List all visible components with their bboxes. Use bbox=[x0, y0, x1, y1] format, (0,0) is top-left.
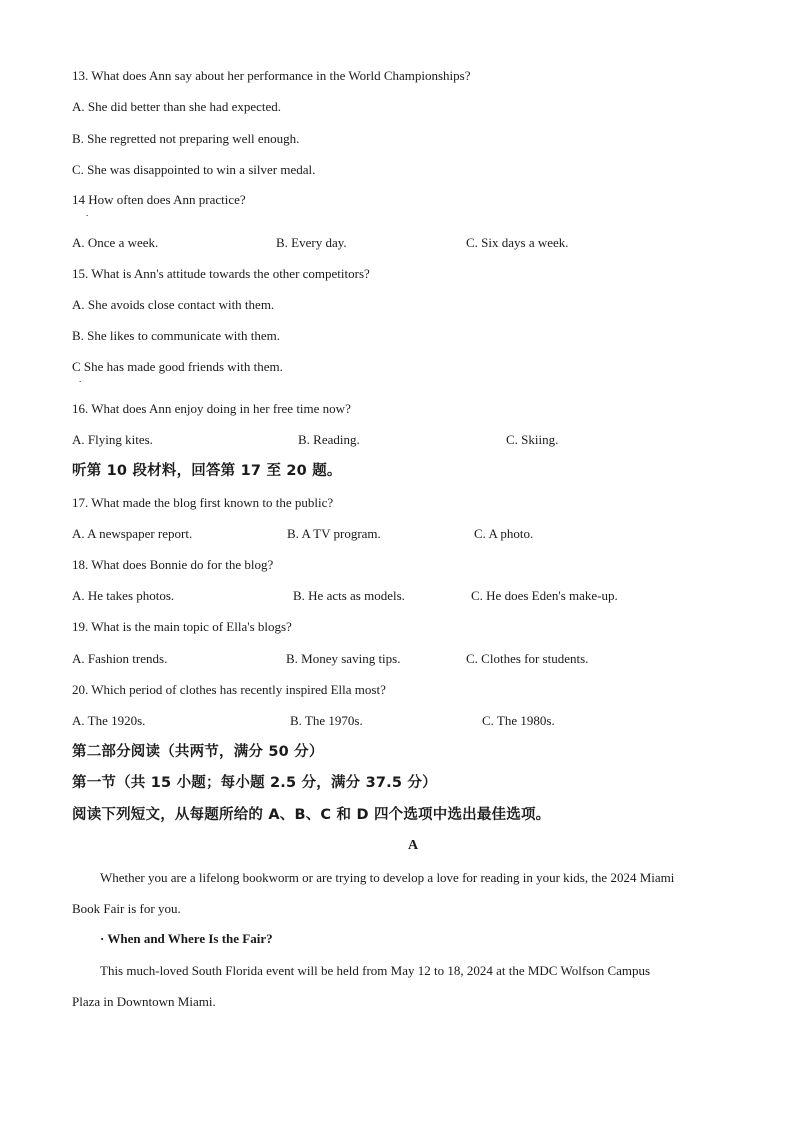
reading-instruction: 阅读下列短文，从每题所给的 A、B、C 和 D 四个选项中选出最佳选项。 bbox=[72, 807, 551, 823]
q17-option-c: C. A photo. bbox=[474, 526, 534, 541]
question-17: 17. What made the blog first known to the public? bbox=[72, 495, 334, 510]
q14-option-a: A. Once a week. bbox=[72, 235, 159, 250]
q17-option-b: B. A TV program. bbox=[287, 526, 381, 541]
subheading-when-where: · When and Where Is the Fair? bbox=[100, 931, 273, 946]
q18-option-a: A. He takes photos. bbox=[72, 588, 175, 603]
section-10-heading: 听第 10 段材料，回答第 17 至 20 题。 bbox=[72, 463, 342, 479]
paragraph-2-line-2: Plaza in Downtown Miami. bbox=[72, 994, 216, 1009]
q16-option-c: C. Skiing. bbox=[506, 432, 559, 447]
q19-option-c: C. Clothes for students. bbox=[466, 651, 589, 666]
part-two-heading: 第二部分阅读（共两节，满分 50 分） bbox=[72, 744, 324, 760]
stray-dot: . bbox=[86, 208, 89, 218]
q18-option-b: B. He acts as models. bbox=[293, 588, 405, 603]
question-14: 14 How often does Ann practice? bbox=[72, 192, 246, 207]
q13-option-c: C. She was disappointed to win a silver medal. bbox=[72, 162, 316, 177]
q20-option-b: B. The 1970s. bbox=[290, 713, 363, 728]
q14-option-b: B. Every day. bbox=[276, 235, 347, 250]
q18-option-c: C. He does Eden's make-up. bbox=[471, 588, 618, 603]
question-13: 13. What does Ann say about her performance in the World Championships? bbox=[72, 68, 471, 83]
q14-option-c: C. Six days a week. bbox=[466, 235, 569, 250]
q20-option-c: C. The 1980s. bbox=[482, 713, 555, 728]
q16-option-a: A. Flying kites. bbox=[72, 432, 153, 447]
question-16: 16. What does Ann enjoy doing in her free time now? bbox=[72, 401, 351, 416]
question-19: 19. What is the main topic of Ella's blogs? bbox=[72, 619, 292, 634]
question-20: 20. Which period of clothes has recently inspired Ella most? bbox=[72, 682, 386, 697]
q16-option-b: B. Reading. bbox=[298, 432, 360, 447]
passage-label: A bbox=[407, 838, 419, 853]
q19-option-b: B. Money saving tips. bbox=[286, 651, 401, 666]
question-15: 15. What is Ann's attitude towards the other competitors? bbox=[72, 266, 370, 281]
q15-option-b: B. She likes to communicate with them. bbox=[72, 328, 280, 343]
q15-option-a: A. She avoids close contact with them. bbox=[72, 297, 275, 312]
q19-option-a: A. Fashion trends. bbox=[72, 651, 168, 666]
paragraph-2-line-1: This much-loved South Florida event will be held from May 12 to 18, 2024 at the MDC Wolfson Campus bbox=[100, 963, 651, 978]
stray-dot: . bbox=[79, 374, 82, 384]
paragraph-1-line-1: Whether you are a lifelong bookworm or are trying to develop a love for reading in your kids, the 2024 Miami bbox=[100, 870, 675, 885]
q13-option-b: B. She regretted not preparing well enough. bbox=[72, 131, 300, 146]
q13-option-a: A. She did better than she had expected. bbox=[72, 99, 282, 114]
paragraph-1-line-2: Book Fair is for you. bbox=[72, 901, 181, 916]
question-18: 18. What does Bonnie do for the blog? bbox=[72, 557, 274, 572]
section-one-heading: 第一节（共 15 小题；每小题 2.5 分，满分 37.5 分） bbox=[72, 775, 437, 791]
q17-option-a: A. A newspaper report. bbox=[72, 526, 193, 541]
q15-option-c: C She has made good friends with them. bbox=[72, 359, 283, 374]
q20-option-a: A. The 1920s. bbox=[72, 713, 146, 728]
